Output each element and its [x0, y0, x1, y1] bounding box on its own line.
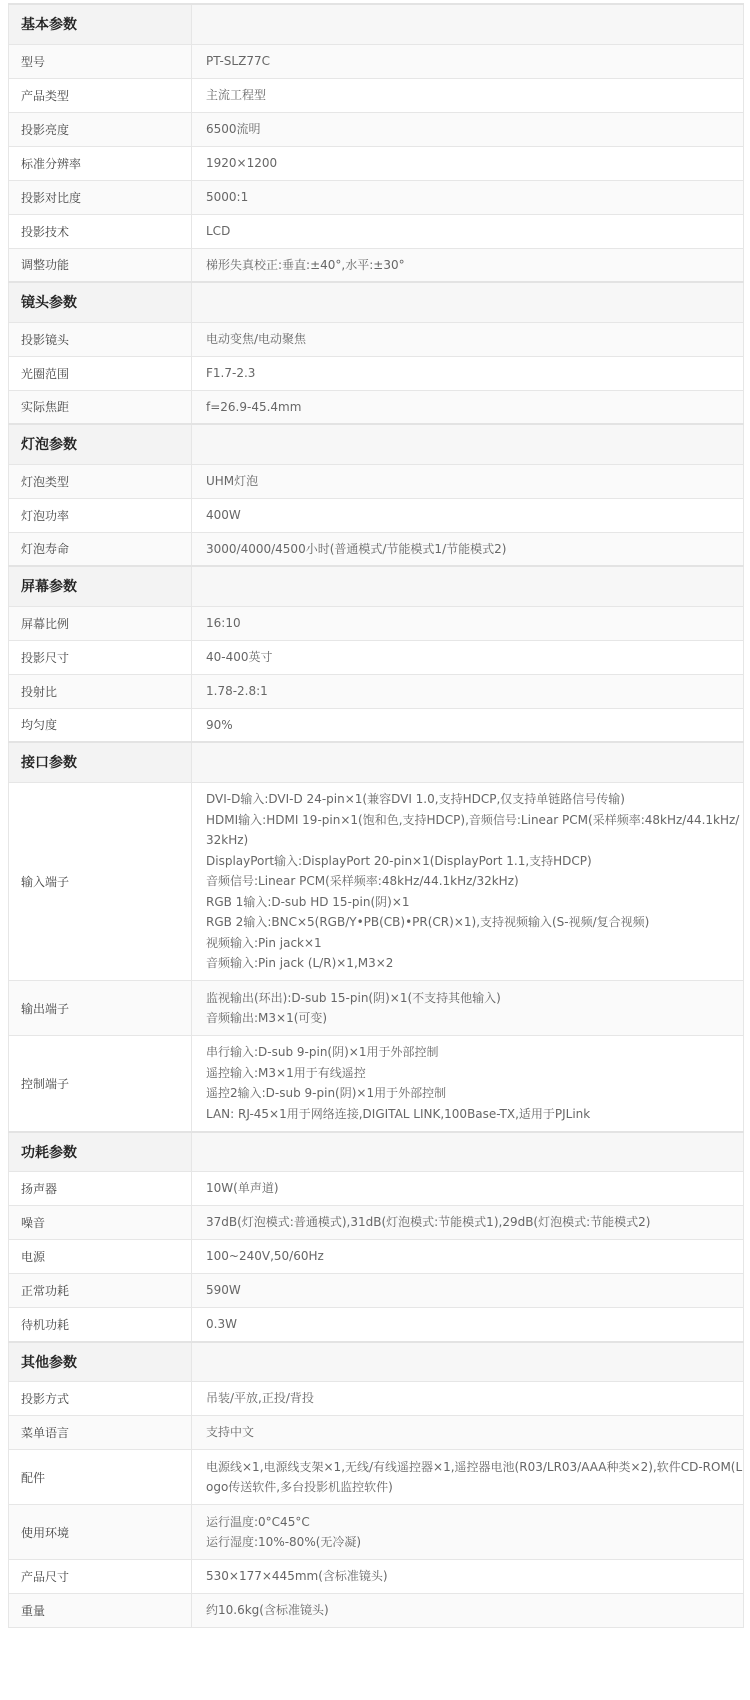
- spec-value: [192, 981, 744, 1036]
- spec-value: f=26.9-45.4mm: [192, 390, 744, 424]
- spec-row: [9, 532, 744, 566]
- spec-label: 灯泡寿命: [9, 532, 192, 566]
- section-title: 其他参数: [9, 1342, 192, 1382]
- spec-value-line: ogo传送软件,多台投影机监控软件): [206, 1480, 393, 1494]
- spec-label: 均匀度: [9, 708, 192, 742]
- spec-label: 噪音: [9, 1206, 192, 1240]
- spec-value-line: 视频输入:Pin jack×1: [206, 935, 322, 950]
- spec-value-line: 遥控输入:M3×1用于有线遥控: [206, 1065, 366, 1080]
- spec-value-line: DVI-D输入:DVI-D 24-pin×1(兼容DVI 1.0,支持HDCP,仅支持单链路信号传输): [206, 792, 625, 806]
- spec-value: 吊装/平放,正投/背投: [192, 1382, 744, 1416]
- spec-row: [9, 1308, 744, 1342]
- section-header-filler: [192, 566, 744, 606]
- spec-value: 电动变焦/电动聚焦: [192, 322, 744, 356]
- spec-table: [8, 3, 744, 1628]
- spec-value: 0.3W: [192, 1308, 744, 1342]
- spec-row: [9, 146, 744, 180]
- section-header: [9, 4, 744, 44]
- spec-value: PT-SLZ77C: [192, 44, 744, 78]
- spec-row: [9, 1036, 744, 1132]
- spec-value: 约10.6kg(含标准镜头): [192, 1594, 744, 1628]
- spec-label: 灯泡功率: [9, 498, 192, 532]
- section-title: 接口参数: [9, 742, 192, 782]
- spec-row: [9, 214, 744, 248]
- spec-row: [9, 1172, 744, 1206]
- spec-label: 输出端子: [9, 981, 192, 1036]
- spec-value: [192, 782, 744, 981]
- spec-label: 标准分辨率: [9, 146, 192, 180]
- spec-label: 屏幕比例: [9, 606, 192, 640]
- spec-value: 16:10: [192, 606, 744, 640]
- section-title: 镜头参数: [9, 282, 192, 322]
- spec-label: 灯泡类型: [9, 464, 192, 498]
- spec-label: 产品类型: [9, 78, 192, 112]
- section-title: 屏幕参数: [9, 566, 192, 606]
- spec-label: 菜单语言: [9, 1416, 192, 1450]
- spec-value: 1920×1200: [192, 146, 744, 180]
- spec-value: 40-400英寸: [192, 640, 744, 674]
- spec-value: 梯形失真校正:垂直:±40°,水平:±30°: [192, 248, 744, 282]
- spec-label: 输入端子: [9, 782, 192, 981]
- spec-value-line: DisplayPort输入:DisplayPort 20-pin×1(DisplayPort 1.1,支持HDCP): [206, 853, 592, 868]
- spec-value-line: 运行温度:0°C45°C: [206, 1514, 310, 1529]
- spec-label: 待机功耗: [9, 1308, 192, 1342]
- section-header-filler: [192, 282, 744, 322]
- spec-row: [9, 640, 744, 674]
- spec-row: [9, 322, 744, 356]
- spec-row: [9, 1382, 744, 1416]
- section-title: 功耗参数: [9, 1132, 192, 1172]
- spec-value: 1.78-2.8:1: [192, 674, 744, 708]
- section-header: [9, 742, 744, 782]
- spec-value-line: LAN: RJ-45×1用于网络连接,DIGITAL LINK,100Base-TX,适用于PJLink: [206, 1106, 591, 1121]
- spec-value: 590W: [192, 1274, 744, 1308]
- spec-row: [9, 1274, 744, 1308]
- spec-value: [192, 1505, 744, 1560]
- spec-label: 实际焦距: [9, 390, 192, 424]
- spec-value-line: 32kHz): [206, 833, 249, 847]
- spec-label: 正常功耗: [9, 1274, 192, 1308]
- spec-label: 投影尺寸: [9, 640, 192, 674]
- spec-value: 6500流明: [192, 112, 744, 146]
- spec-value: [192, 1036, 744, 1132]
- spec-row: [9, 1505, 744, 1560]
- spec-value-line: 音频输入:Pin jack (L/R)×1,M3×2: [206, 956, 394, 970]
- section-title: 灯泡参数: [9, 424, 192, 464]
- spec-row: [9, 498, 744, 532]
- spec-label: 控制端子: [9, 1036, 192, 1132]
- spec-value-line: RGB 2输入:BNC×5(RGB/Y•PB(CB)•PR(CR)×1),支持视频输入(S-视频/复合视频): [206, 915, 650, 929]
- spec-label: 投影亮度: [9, 112, 192, 146]
- spec-value: [192, 1450, 744, 1505]
- spec-label: 投影镜头: [9, 322, 192, 356]
- section-header: [9, 1132, 744, 1172]
- spec-row: [9, 782, 744, 981]
- spec-label: 光圈范围: [9, 356, 192, 390]
- spec-value-line: 运行湿度:10%-80%(无冷凝): [206, 1535, 362, 1549]
- spec-value-line: 监视输出(环出):D-sub 15-pin(阴)×1(不支持其他输入): [206, 990, 501, 1005]
- spec-label: 投影对比度: [9, 180, 192, 214]
- section-header: [9, 282, 744, 322]
- spec-row: [9, 606, 744, 640]
- spec-value: 37dB(灯泡模式:普通模式),31dB(灯泡模式:节能模式1),29dB(灯泡模式:节能模式2): [192, 1206, 744, 1240]
- spec-value: UHM灯泡: [192, 464, 744, 498]
- spec-table-body: [9, 4, 744, 1628]
- spec-label: 使用环境: [9, 1505, 192, 1560]
- spec-value: 3000/4000/4500小时(普通模式/节能模式1/节能模式2): [192, 532, 744, 566]
- section-header-filler: [192, 1132, 744, 1172]
- spec-value: 90%: [192, 708, 744, 742]
- spec-label: 配件: [9, 1450, 192, 1505]
- spec-row: [9, 708, 744, 742]
- spec-row: [9, 981, 744, 1036]
- spec-value-line: 串行输入:D-sub 9-pin(阴)×1用于外部控制: [206, 1045, 439, 1060]
- spec-label: 重量: [9, 1594, 192, 1628]
- section-title: 基本参数: [9, 4, 192, 44]
- spec-row: [9, 1560, 744, 1594]
- section-header-filler: [192, 424, 744, 464]
- spec-row: [9, 44, 744, 78]
- spec-row: [9, 1416, 744, 1450]
- spec-row: [9, 1450, 744, 1505]
- spec-label: 投影方式: [9, 1382, 192, 1416]
- section-header: [9, 424, 744, 464]
- spec-row: [9, 464, 744, 498]
- spec-value-line: 音频信号:Linear PCM(采样频率:48kHz/44.1kHz/32kHz): [206, 874, 519, 888]
- spec-row: [9, 1594, 744, 1628]
- spec-value: F1.7-2.3: [192, 356, 744, 390]
- section-header-filler: [192, 1342, 744, 1382]
- spec-value: 100~240V,50/60Hz: [192, 1240, 744, 1274]
- spec-row: [9, 112, 744, 146]
- spec-value-line: HDMI输入:HDMI 19-pin×1(饱和色,支持HDCP),音频信号:Linear PCM(采样频率:48kHz/44.1kHz/: [206, 812, 740, 827]
- section-header-filler: [192, 742, 744, 782]
- spec-value: 10W(单声道): [192, 1172, 744, 1206]
- section-header-filler: [192, 4, 744, 44]
- spec-value-line: 电源线×1,电源线支架×1,无线/有线遥控器×1,遥控器电池(R03/LR03/AAA种类×2),软件CD-ROM(L: [206, 1459, 743, 1474]
- section-header: [9, 1342, 744, 1382]
- spec-label: 调整功能: [9, 248, 192, 282]
- spec-value: 5000:1: [192, 180, 744, 214]
- spec-row: [9, 390, 744, 424]
- spec-value-line: 音频输出:M3×1(可变): [206, 1011, 328, 1025]
- spec-value: LCD: [192, 214, 744, 248]
- spec-value: 400W: [192, 498, 744, 532]
- spec-row: [9, 674, 744, 708]
- spec-label: 产品尺寸: [9, 1560, 192, 1594]
- spec-value-line: RGB 1输入:D-sub HD 15-pin(阴)×1: [206, 894, 410, 909]
- spec-label: 型号: [9, 44, 192, 78]
- spec-row: [9, 356, 744, 390]
- spec-value: 主流工程型: [192, 78, 744, 112]
- spec-row: [9, 1240, 744, 1274]
- spec-label: 投影技术: [9, 214, 192, 248]
- spec-label: 扬声器: [9, 1172, 192, 1206]
- spec-row: [9, 180, 744, 214]
- spec-value-line: 遥控2输入:D-sub 9-pin(阴)×1用于外部控制: [206, 1086, 447, 1101]
- spec-row: [9, 248, 744, 282]
- spec-row: [9, 78, 744, 112]
- spec-label: 电源: [9, 1240, 192, 1274]
- spec-value: 530×177×445mm(含标准镜头): [192, 1560, 744, 1594]
- spec-value: 支持中文: [192, 1416, 744, 1450]
- section-header: [9, 566, 744, 606]
- spec-row: [9, 1206, 744, 1240]
- spec-label: 投射比: [9, 674, 192, 708]
